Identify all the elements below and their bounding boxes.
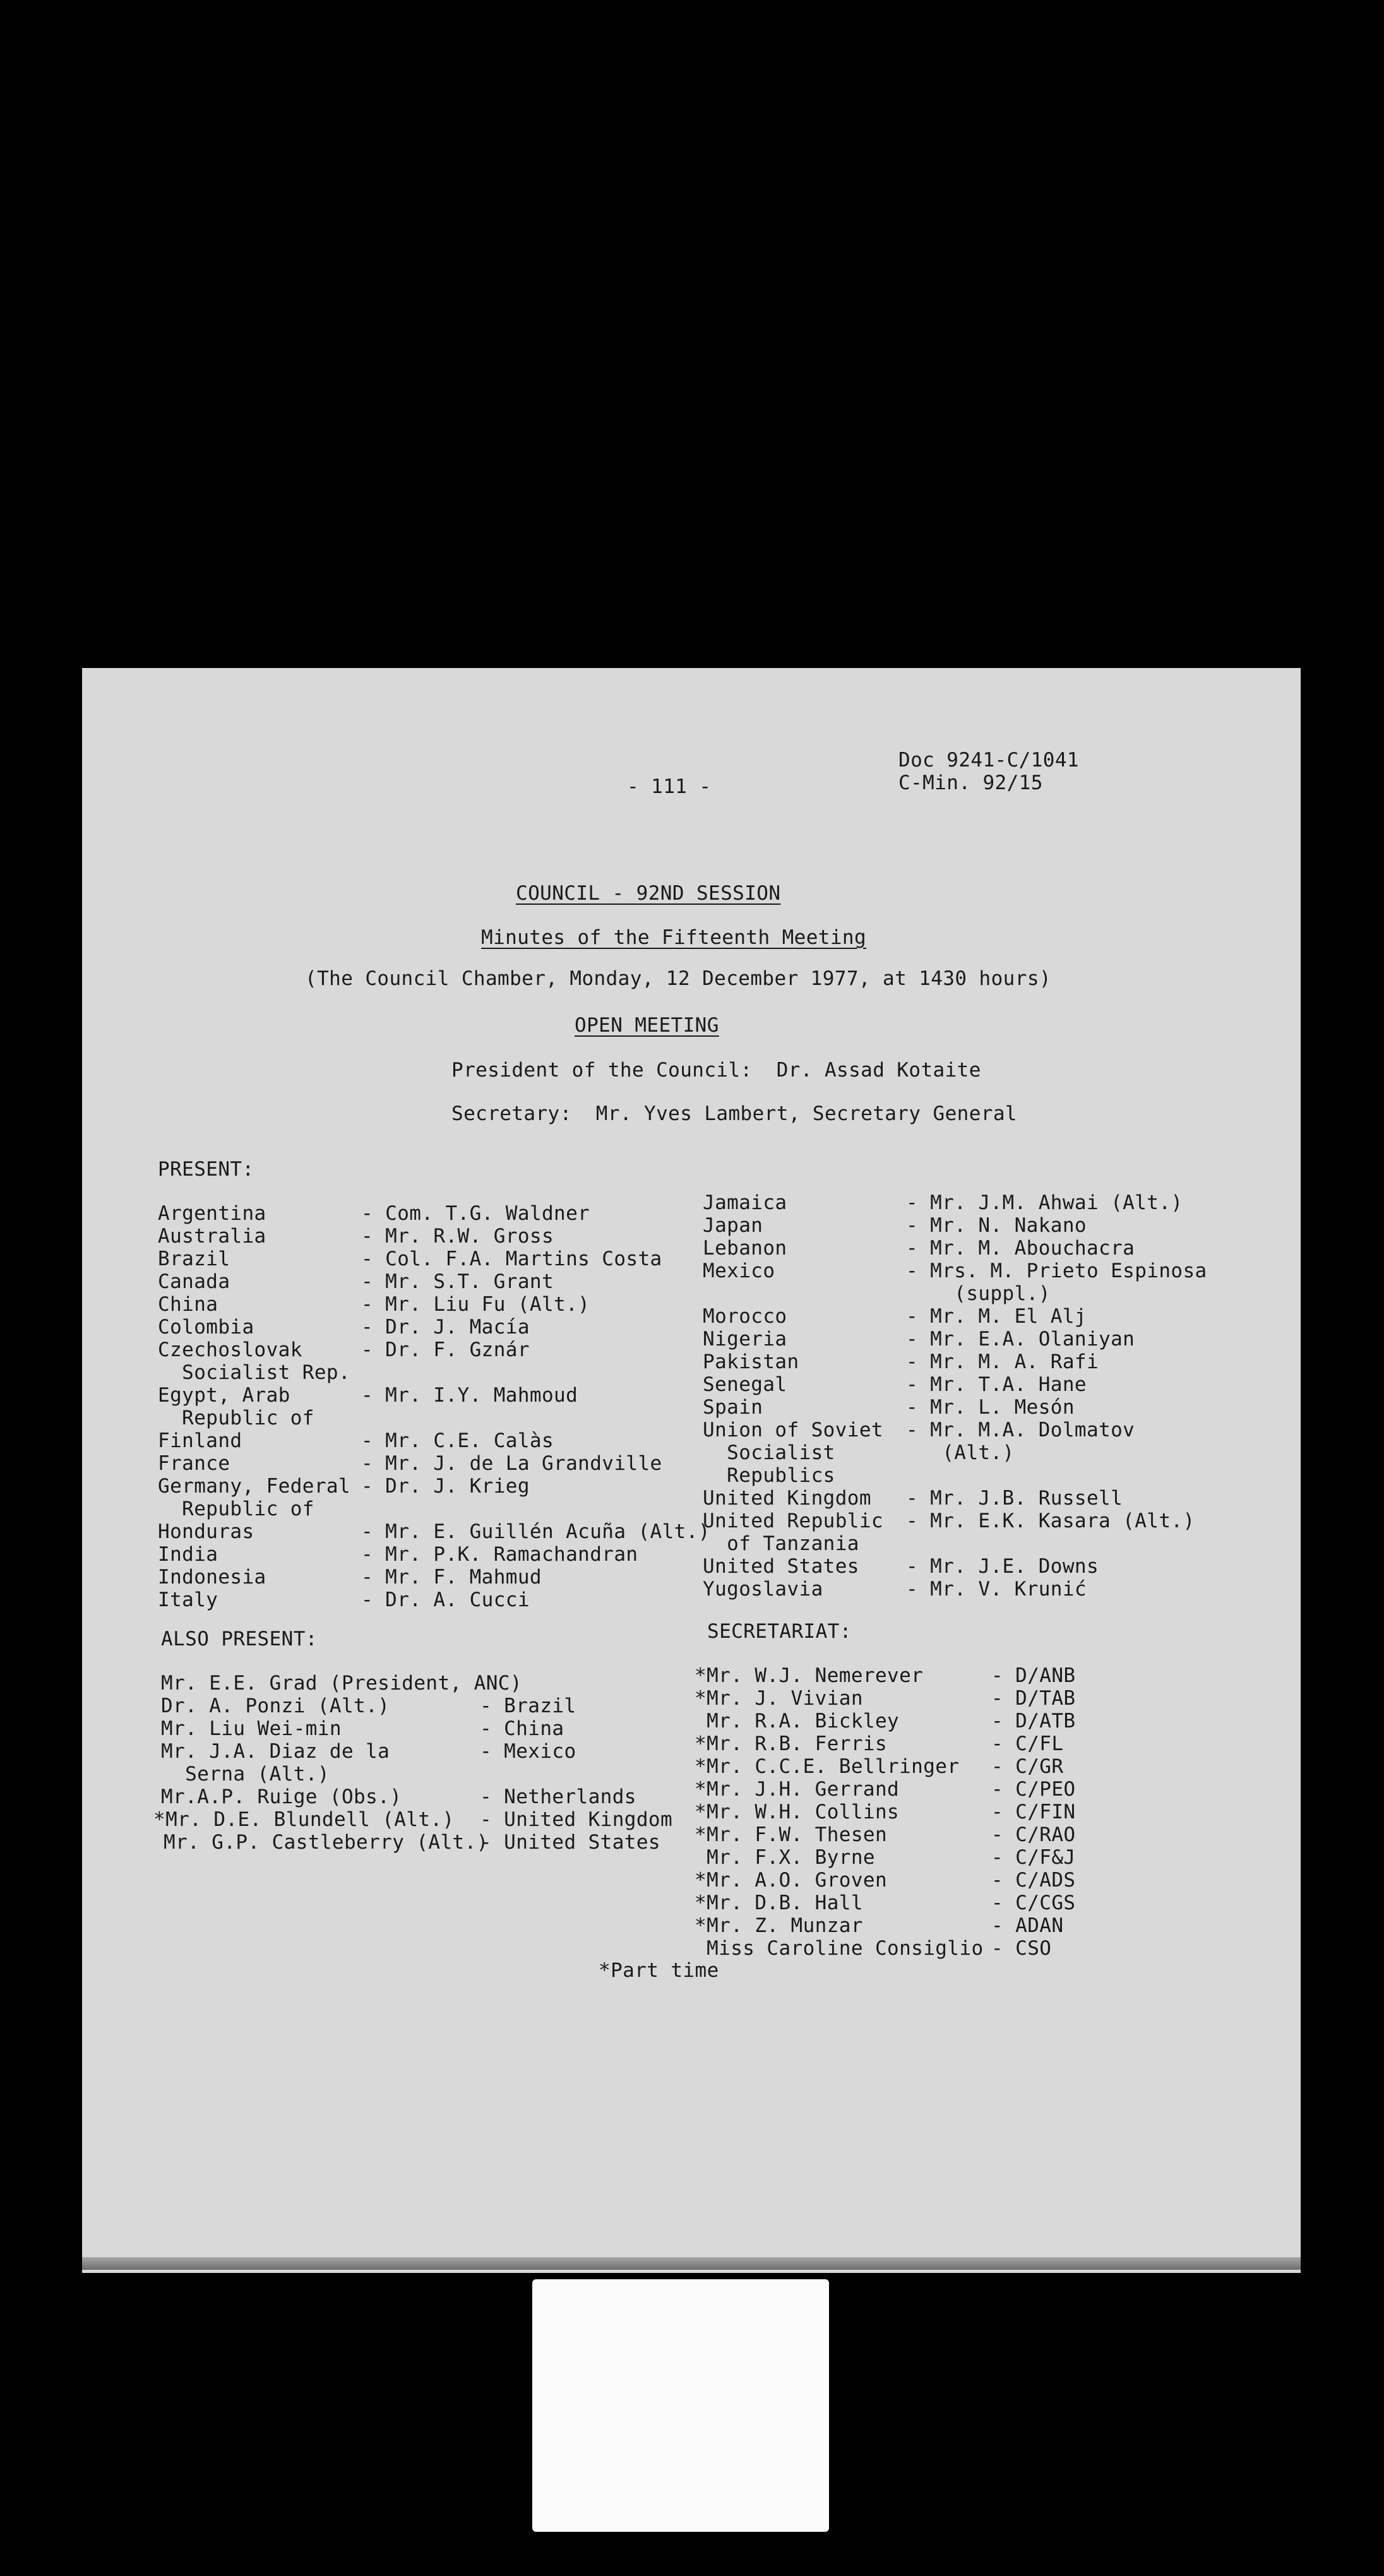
- list-item: *Mr. D.B. Hall - C/CGS: [695, 1892, 1076, 1914]
- part-time-footnote: *Part time: [599, 1959, 719, 1982]
- list-item: *Mr. A.O. Groven - C/ADS: [695, 1869, 1076, 1892]
- list-item: Socialist (Alt.): [703, 1441, 1015, 1464]
- doc-reference: Doc 9241-C/1041: [898, 749, 1079, 772]
- list-item: Mexico - Mrs. M. Prieto Espinosa: [703, 1260, 1207, 1282]
- page-bottom-edge: [82, 2257, 1301, 2270]
- list-item: China - Mr. Liu Fu (Alt.): [158, 1293, 590, 1316]
- list-item: *Mr. W.H. Collins - C/FIN: [695, 1801, 1076, 1823]
- list-item: Pakistan - Mr. M. A. Rafi: [703, 1351, 1099, 1373]
- list-item: Czechoslovak - Dr. F. Gznár: [158, 1339, 530, 1361]
- list-item: *Mr. F.W. Thesen - C/RAO: [695, 1823, 1076, 1846]
- list-item: Mr. Liu Wei-min - China: [161, 1717, 564, 1740]
- present-left-list: [158, 1202, 710, 1611]
- list-item: *Mr. D.E. Blundell (Alt.) - United Kingdom: [153, 1808, 673, 1831]
- blank-paper-slip: [532, 2279, 829, 2532]
- list-item: Jamaica - Mr. J.M. Ahwai (Alt.): [703, 1191, 1183, 1214]
- list-item: United States - Mr. J.E. Downs: [703, 1555, 1099, 1578]
- list-item: Brazil - Col. F.A. Martins Costa: [158, 1248, 662, 1270]
- page-number: - 111 -: [627, 775, 712, 798]
- list-item: Italy - Dr. A. Cucci: [158, 1589, 530, 1611]
- list-item: Republic of: [158, 1407, 314, 1429]
- minutes-reference: C-Min. 92/15: [898, 772, 1043, 794]
- list-item: Indonesia - Mr. F. Mahmud: [158, 1566, 542, 1589]
- list-item: Japan - Mr. N. Nakano: [703, 1214, 1087, 1237]
- list-item: Finland - Mr. C.E. Calàs: [158, 1429, 554, 1452]
- list-item: Socialist Rep.: [158, 1361, 351, 1384]
- list-item: Republics: [703, 1464, 835, 1487]
- meeting-title: Minutes of the Fifteenth Meeting: [481, 926, 867, 949]
- list-item: Mr. E.E. Grad (President, ANC): [161, 1672, 522, 1695]
- list-item: Dr. A. Ponzi (Alt.) - Brazil: [161, 1695, 576, 1717]
- list-item: Morocco - Mr. M. El Alj: [703, 1305, 1087, 1328]
- list-item: Australia - Mr. R.W. Gross: [158, 1225, 554, 1248]
- list-item: Mr. G.P. Castleberry (Alt.) - United States: [164, 1831, 660, 1854]
- list-item: *Mr. W.J. Nemerever - D/ANB: [695, 1664, 1076, 1687]
- list-item: United Kingdom - Mr. J.B. Russell: [703, 1487, 1123, 1510]
- list-item: (suppl.): [906, 1282, 1051, 1305]
- list-item: Senegal - Mr. T.A. Hane: [703, 1373, 1087, 1396]
- list-item: *Mr. J.H. Gerrand - C/PEO: [695, 1778, 1076, 1801]
- council-secretary: Secretary: Mr. Yves Lambert, Secretary General: [451, 1102, 1017, 1125]
- open-meeting-label: OPEN MEETING: [575, 1014, 719, 1037]
- also-present-list: [153, 1672, 704, 1854]
- list-item: Germany, Federal - Dr. J. Krieg: [158, 1475, 530, 1498]
- list-item: France - Mr. J. de La Grandville: [158, 1452, 662, 1475]
- list-item: Serna (Alt.): [161, 1763, 330, 1786]
- list-item: Union of Soviet - Mr. M.A. Dolmatov: [703, 1419, 1135, 1441]
- meeting-venue: (The Council Chamber, Monday, 12 December 1977, at 1430 hours): [305, 967, 1051, 990]
- list-item: Lebanon - Mr. M. Abouchacra: [703, 1237, 1135, 1260]
- list-item: Yugoslavia - Mr. V. Krunić: [703, 1578, 1087, 1601]
- list-item: *Mr. Z. Munzar - ADAN: [695, 1914, 1064, 1937]
- list-item: Miss Caroline Consiglio - CSO: [695, 1937, 1052, 1960]
- list-item: *Mr. R.B. Ferris - C/FL: [695, 1732, 1064, 1755]
- list-item: *Mr. J. Vivian - D/TAB: [695, 1687, 1076, 1710]
- list-item: Spain - Mr. L. Mesón: [703, 1396, 1075, 1419]
- list-item: Argentina - Com. T.G. Waldner: [158, 1202, 590, 1225]
- list-item: India - Mr. P.K. Ramachandran: [158, 1543, 638, 1566]
- list-item: United Republic - Mr. E.K. Kasara (Alt.): [703, 1510, 1195, 1532]
- list-item: Honduras - Mr. E. Guillén Acuña (Alt.): [158, 1520, 710, 1543]
- present-heading: PRESENT:: [158, 1158, 254, 1181]
- list-item: Mr.A.P. Ruige (Obs.) - Netherlands: [161, 1786, 636, 1808]
- list-item: Colombia - Dr. J. Macía: [158, 1316, 530, 1339]
- also-present-heading: ALSO PRESENT:: [161, 1628, 318, 1650]
- list-item: Mr. F.X. Byrne - C/F&J: [695, 1846, 1076, 1869]
- list-item: Mr. R.A. Bickley - D/ATB: [695, 1710, 1076, 1732]
- secretariat-list: [695, 1664, 1263, 1960]
- list-item: Canada - Mr. S.T. Grant: [158, 1270, 554, 1293]
- list-item: Republic of: [158, 1498, 314, 1520]
- present-right-list: [703, 1191, 1271, 1601]
- council-president: President of the Council: Dr. Assad Kotaite: [451, 1059, 981, 1082]
- session-title: COUNCIL - 92ND SESSION: [516, 882, 781, 905]
- list-item: Mr. J.A. Diaz de la - Mexico: [161, 1740, 576, 1763]
- list-item: *Mr. C.C.E. Bellringer - C/GR: [695, 1755, 1064, 1778]
- list-item: Egypt, Arab - Mr. I.Y. Mahmoud: [158, 1384, 578, 1407]
- secretariat-heading: SECRETARIAT:: [707, 1620, 852, 1643]
- list-item: Nigeria - Mr. E.A. Olaniyan: [703, 1328, 1135, 1351]
- list-item: of Tanzania: [703, 1532, 859, 1555]
